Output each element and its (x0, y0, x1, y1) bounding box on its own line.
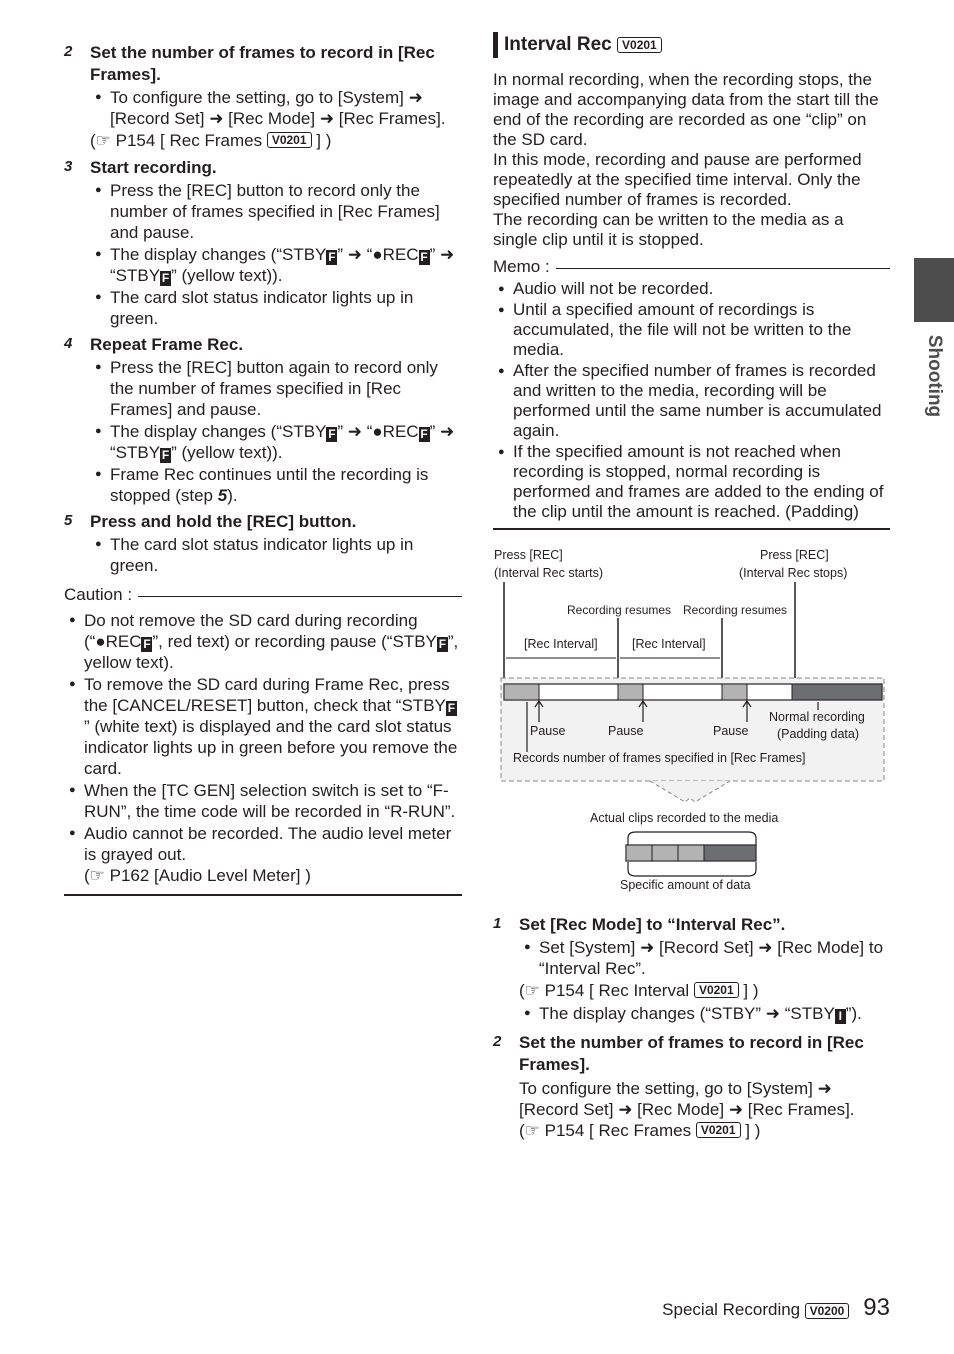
text: Audio cannot be recorded. The audio level meter is grayed out. (84, 824, 452, 864)
frame-rec-icon: F (420, 250, 428, 264)
version-badge: V0201 (617, 37, 662, 53)
list-item: ● The card slot status indicator lights up in green. (90, 287, 462, 329)
caution-heading (64, 584, 462, 606)
interval-label: [Rec Interval] (524, 637, 598, 651)
text: To remove the SD card during Frame Rec, press the [CANCEL/RESET] button, check that “STBY (84, 675, 450, 715)
clip-segment (626, 845, 652, 861)
text: ” ➜ “STBY (110, 422, 455, 462)
step-number: 2 (493, 1033, 502, 1050)
press-stop-label: Press [REC] (760, 548, 829, 562)
text: Frame Rec continues until the recording is stopped (step (110, 465, 429, 505)
section-heading (493, 32, 890, 58)
bullet-list (90, 357, 462, 506)
paragraph: In this mode, recording and pause are performed repeatedly at the specified time interval. Only the specified number of frames is recorded. (493, 150, 862, 209)
list-item: ● Set [System] ➜ [Record Set] ➜ [Rec Mode] to “Interval Rec”. (519, 937, 890, 979)
list-item: ● If the specified amount is not reached when recording is stopped, normal recording is performed and frames are added to the ending of the clip until the amount is reached. (Padding) (493, 442, 890, 522)
paragraph: In normal recording, when the recording stops, the image and accompanying data from the start till the end of the recording are recorded as one “clip” on the SD card. (493, 70, 879, 149)
list-item (64, 823, 462, 886)
memo-label: Memo : (493, 257, 550, 276)
recorded-segment (618, 684, 643, 700)
resume-label: Recording resumes (567, 603, 672, 617)
step-title: Repeat Frame Rec. (90, 335, 244, 354)
frame-rec-icon: F (328, 250, 336, 264)
section-tab-marker (914, 258, 954, 322)
step-1-interval (493, 914, 890, 1024)
text: ”). (845, 1004, 862, 1023)
frame-rec-icon: F (328, 427, 336, 441)
recorded-segment (504, 684, 539, 700)
version-badge: V0201 (267, 132, 312, 148)
list-item: ● When the [TC GEN] selection switch is set to “F-RUN”, the time code will be recorded in “R-RUN”. (64, 780, 462, 822)
interval-label: [Rec Interval] (632, 637, 706, 651)
page-reference (519, 980, 890, 1002)
text: ”, yellow text). (84, 632, 459, 672)
step-number: 2 (64, 43, 73, 60)
step-4-repeat (64, 334, 462, 506)
list-item (90, 464, 462, 506)
bullet-list (519, 937, 890, 979)
clip-segment (678, 845, 704, 861)
caution-list (64, 610, 462, 886)
step-number: 1 (493, 915, 502, 932)
list-item: ● After the specified number of frames is recorded and written to the media, recording will be performed until the same number is accumulated again. (493, 361, 890, 441)
memo-heading (493, 256, 890, 278)
ref-text: ] ) (743, 981, 759, 1000)
divider (493, 528, 890, 530)
records-label: Records number of frames specified in [Rec Frames] (513, 751, 806, 765)
page-footer (640, 1294, 890, 1322)
section-tab-label: Shooting (924, 334, 945, 418)
step-number: 5 (64, 512, 73, 529)
step-2-interval-frames (493, 1032, 890, 1142)
page-reference: (☞ P162 [Audio Level Meter] ) (84, 866, 311, 885)
funnel-shape (650, 781, 730, 802)
text: ” ➜ “●REC (337, 245, 419, 264)
ref-text: ] ) (745, 1121, 761, 1140)
divider (138, 596, 462, 597)
bullet-list (90, 87, 462, 129)
press-start-label: Press [REC] (494, 548, 563, 562)
step-title: Press and hold the [REC] button. (90, 512, 357, 531)
text: ). (227, 486, 238, 505)
text: The display changes (“STBY (110, 245, 327, 264)
specific-amount-label: Specific amount of data (620, 878, 751, 892)
list-item (90, 421, 462, 463)
step-ref: 5 (217, 486, 228, 505)
list-item: ● The card slot status indicator lights up in green. (90, 534, 462, 576)
right-column (493, 32, 890, 530)
clip-padding (704, 845, 756, 861)
list-item: ● Press the [REC] button again to record only the number of frames specified in [Rec Frames] and pause. (90, 357, 462, 420)
bullet-list (90, 534, 462, 576)
bullet-list (90, 180, 462, 329)
list-item: ● Press the [REC] button to record only the number of frames specified in [Rec Frames] and pause. (90, 180, 462, 243)
frame-rec-icon: F (438, 637, 447, 651)
clip-segment (652, 845, 678, 861)
list-item: ● To configure the setting, go to [System] ➜ [Record Set] ➜ [Rec Mode] ➜ [Rec Frames]. (90, 87, 462, 129)
pause-label: Pause (608, 724, 644, 738)
page-number: 93 (863, 1294, 890, 1321)
list-item: ● Audio will not be recorded. (493, 279, 890, 299)
pause-label: Pause (713, 724, 749, 738)
text: ”, red text) or recording pause (“STBY (152, 632, 437, 651)
interval-steps (493, 914, 890, 1147)
step-3-start (64, 157, 462, 329)
bullet-list (519, 1003, 890, 1024)
caution-label: Caution : (64, 585, 133, 604)
page-reference (519, 1120, 890, 1142)
frame-rec-icon: F (420, 427, 428, 441)
list-item: ● Until a specified amount of recordings is accumulated, the file will not be written to the media. (493, 300, 890, 360)
frame-rec-icon: F (161, 271, 170, 285)
interval-rec-icon: I (835, 1009, 846, 1024)
frame-rec-icon: F (161, 448, 170, 462)
text: Do not remove the SD card during recording (“●REC (84, 611, 418, 651)
version-badge: V0201 (696, 1122, 741, 1138)
ref-text: ] ) (316, 131, 332, 150)
ref-text: (☞ P154 [ Rec Frames (519, 1121, 692, 1140)
normal-label: Normal recording (769, 710, 865, 724)
bracket (628, 862, 756, 876)
version-badge: V0201 (694, 982, 739, 998)
list-item (64, 674, 462, 779)
text: ” (yellow text)). (171, 443, 283, 462)
step-title: Set the number of frames to record in [Rec Frames]. (90, 43, 435, 84)
step-title: Set [Rec Mode] to “Interval Rec”. (519, 915, 786, 934)
text: ” ➜ “STBY (110, 245, 455, 285)
footer-title: Special Recording (662, 1300, 801, 1319)
text: ” ➜ “●REC (337, 422, 419, 441)
step-5-hold (64, 511, 462, 576)
frame-rec-icon: F (447, 701, 456, 715)
step-number: 4 (64, 335, 73, 352)
step-number: 3 (64, 158, 73, 175)
ref-text: (☞ P154 [ Rec Interval (519, 981, 690, 1000)
pause-label: Pause (530, 724, 566, 738)
heading-bar (493, 32, 498, 58)
press-start-sub: (Interval Rec starts) (494, 566, 604, 580)
text: The display changes (“STBY (110, 422, 327, 441)
list-item (519, 1003, 890, 1024)
left-column (64, 42, 462, 896)
step-title: Set the number of frames to record in [Rec Frames]. (519, 1033, 864, 1074)
memo-list (493, 279, 890, 522)
actual-clips-label: Actual clips recorded to the media (590, 811, 779, 825)
list-item (64, 610, 462, 673)
interval-rec-diagram (490, 540, 890, 900)
padding-label: (Padding data) (777, 727, 860, 741)
step-2-frames (64, 42, 462, 152)
press-stop-sub: (Interval Rec stops) (739, 566, 848, 580)
list-item (90, 244, 462, 286)
text: ” (white text) is displayed and the card slot status indicator lights up in green before you remove the card. (84, 717, 458, 778)
text: ” (yellow text)). (171, 266, 283, 285)
resume-label: Recording resumes (683, 603, 788, 617)
recorded-segment (722, 684, 747, 700)
divider (556, 268, 890, 269)
step-title: Start recording. (90, 158, 217, 177)
divider (64, 894, 462, 896)
ref-text: (☞ P154 [ Rec Frames (90, 131, 263, 150)
padding-segment (792, 684, 882, 700)
section-title: Interval Rec (504, 34, 612, 55)
text: The display changes (“STBY” ➜ “STBY (539, 1004, 835, 1023)
frame-rec-icon: F (143, 637, 151, 651)
page-reference (90, 130, 462, 152)
version-badge: V0200 (805, 1303, 850, 1319)
paragraph: The recording can be written to the media as a single clip until it is stopped. (493, 210, 844, 249)
step-text: To configure the setting, go to [System] ➜ [Record Set] ➜ [Rec Mode] ➜ [Rec Frames]. (519, 1079, 855, 1119)
